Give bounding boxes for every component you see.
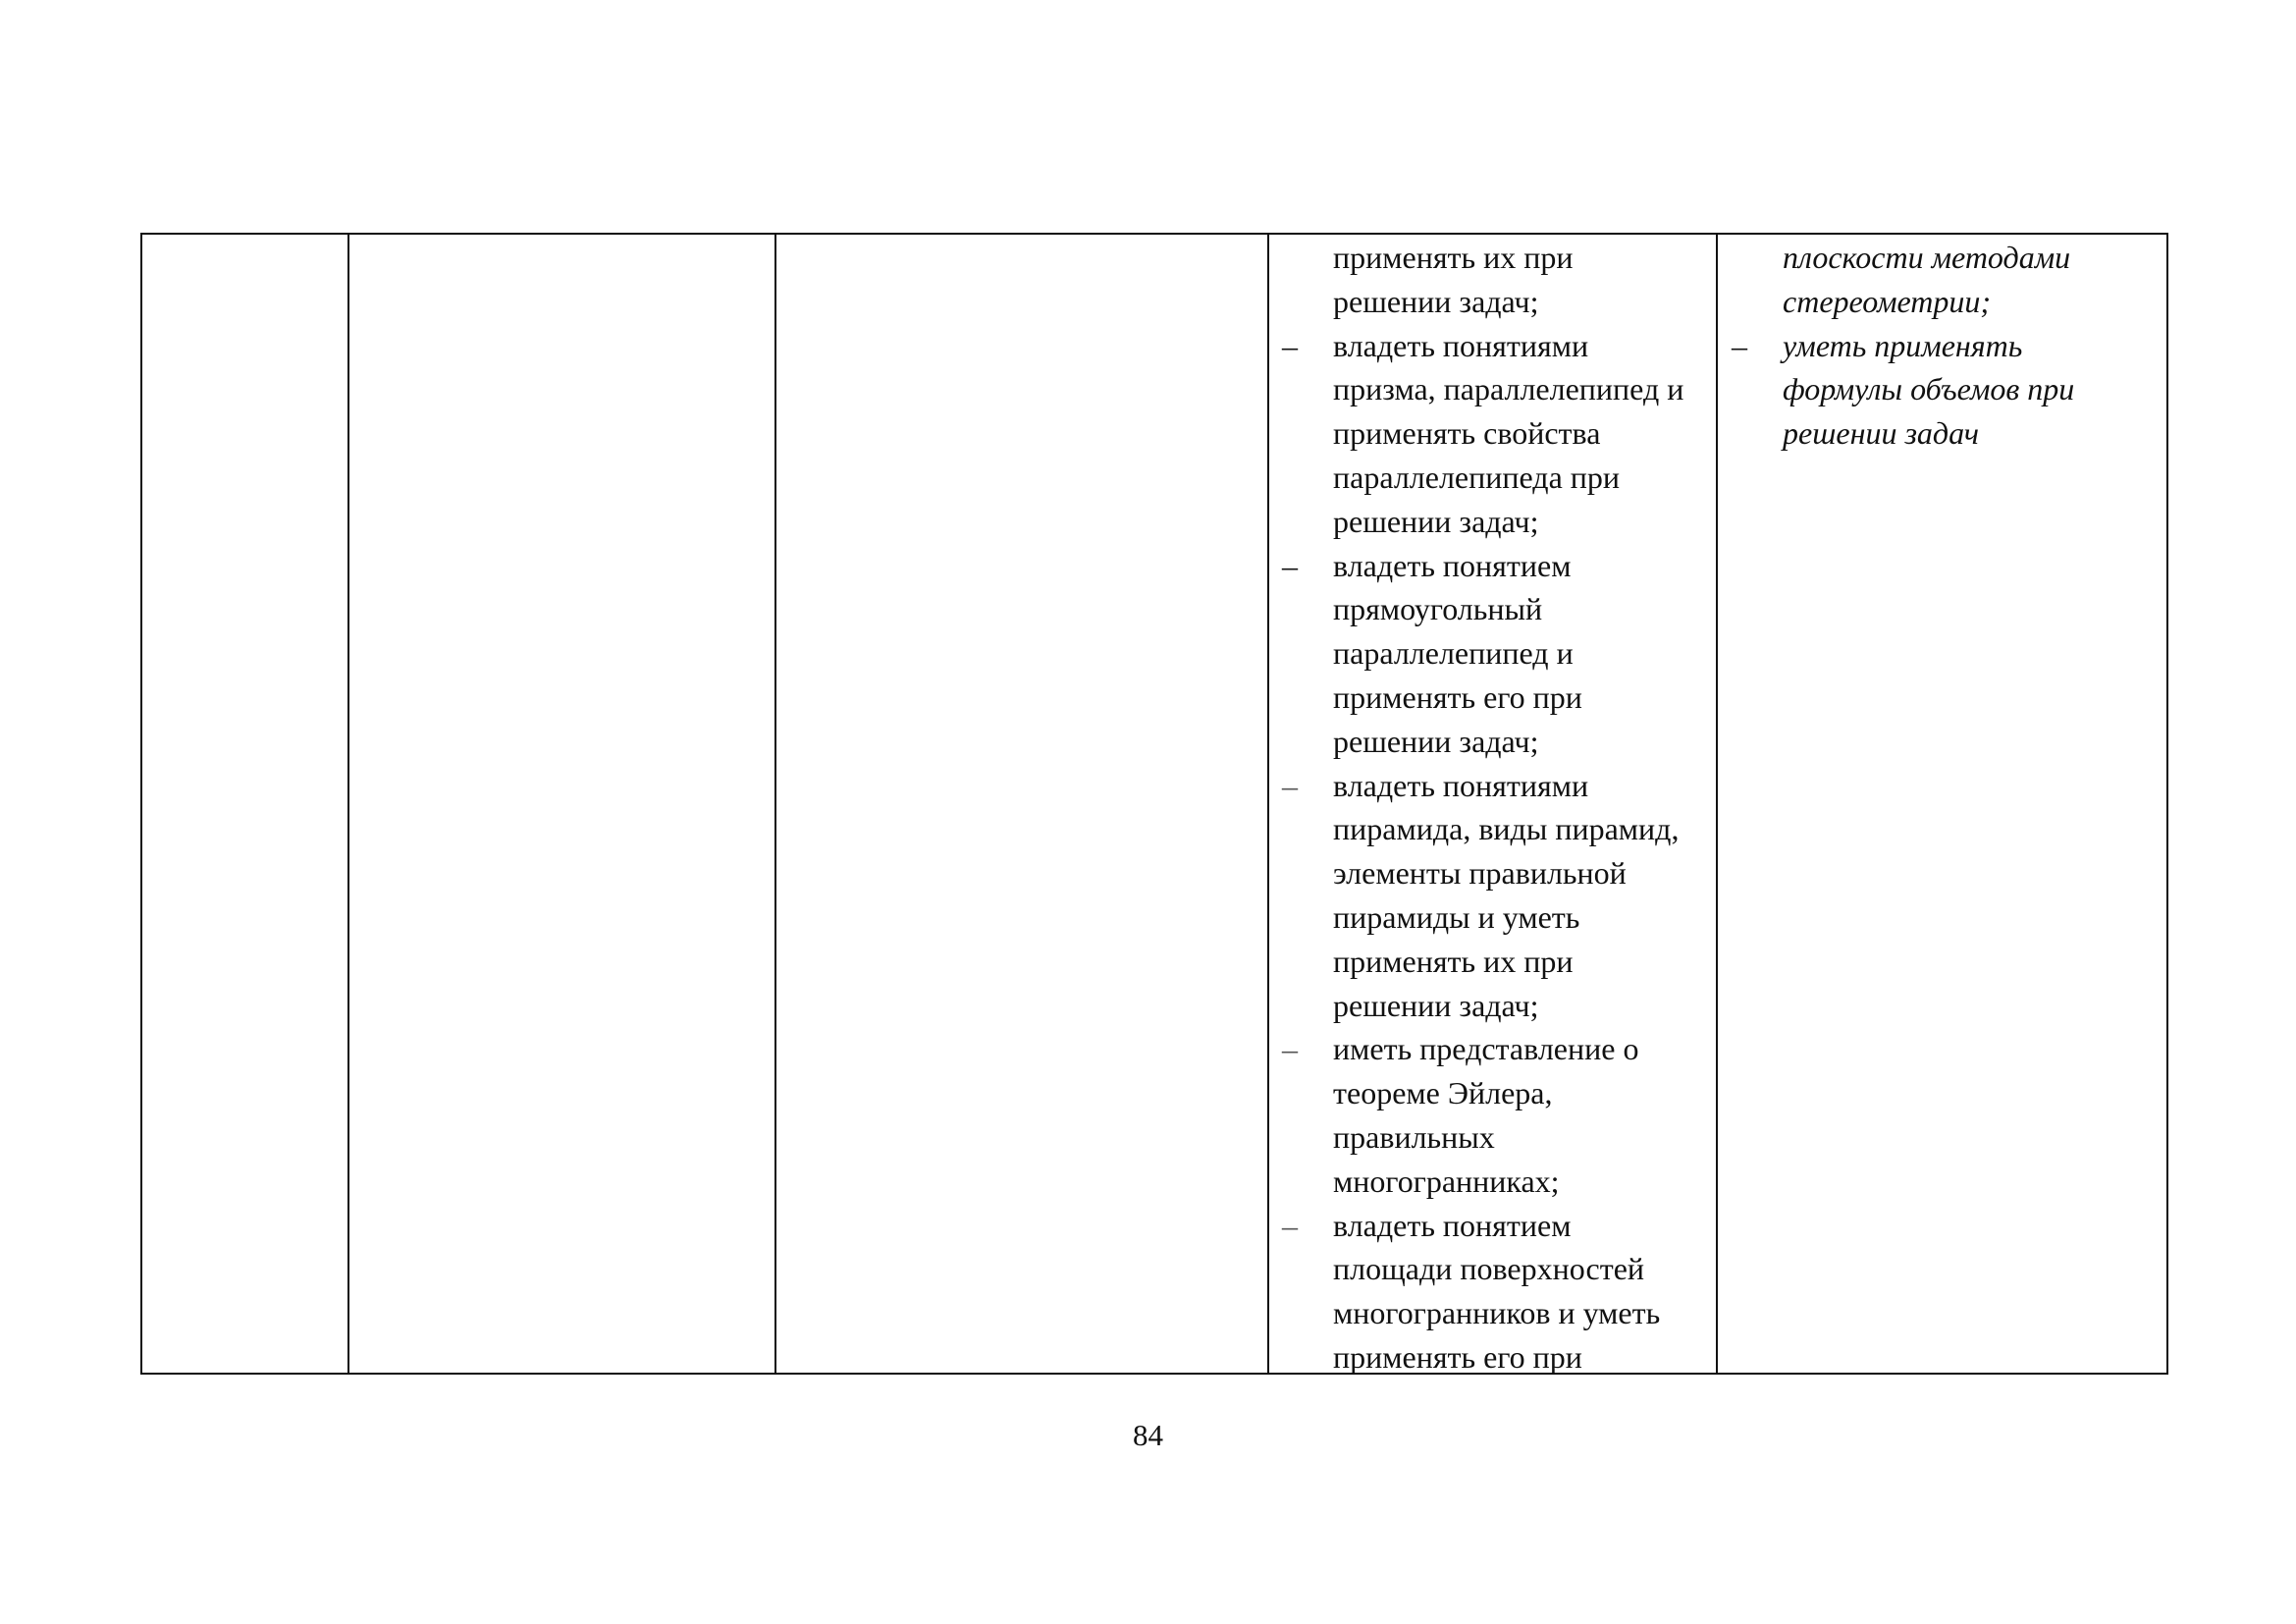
cell-line	[1276, 1071, 1713, 1115]
cell-line-text: решении задач;	[1333, 987, 1539, 1023]
cell-line-text: решении задач;	[1333, 283, 1539, 319]
cell-line	[1276, 544, 1713, 588]
bullet-dash: –	[1282, 327, 1298, 363]
cell-line	[1276, 1204, 1713, 1248]
cell-line-text: призма, параллелепипед и	[1333, 371, 1684, 407]
cell-line-text: многогранниках;	[1333, 1163, 1560, 1199]
cell-line-text: площади поверхностей	[1333, 1251, 1645, 1287]
cell-line-text: владеть понятиями	[1333, 767, 1589, 803]
page-number: 84	[1133, 1418, 1163, 1452]
cell-line-text: прямоугольный	[1333, 591, 1543, 627]
cell-line	[1726, 324, 2163, 368]
cell-line-text: теореме Эйлера,	[1333, 1075, 1553, 1111]
cell-line-text: применять его при	[1333, 678, 1582, 715]
cell-line	[1276, 807, 1713, 851]
cell-line	[1726, 367, 2163, 411]
cell-line-text: правильных	[1333, 1118, 1495, 1155]
cell-line	[1726, 411, 2163, 456]
cell-line	[1276, 280, 1713, 324]
cell-line-text: решении задач;	[1333, 723, 1539, 759]
cell-line-text: пирамиды и уметь	[1333, 898, 1580, 935]
cell-line	[1276, 940, 1713, 984]
cell-line	[1726, 236, 2163, 280]
cell-line	[1276, 236, 1713, 280]
cell-line	[1276, 456, 1713, 500]
cell-line-text: применять его при	[1333, 1338, 1582, 1375]
cell-line-text: плоскости методами	[1783, 240, 2071, 275]
cell-line-text: уметь применять	[1783, 327, 2023, 363]
cell-line-text: элементы правильной	[1333, 855, 1627, 892]
cell-line-text: владеть понятием	[1333, 1207, 1572, 1243]
cell-line	[1726, 280, 2163, 324]
cell-line	[1276, 851, 1713, 895]
cell-line-text: параллелепипеда при	[1333, 459, 1621, 495]
cell-line	[1276, 1115, 1713, 1160]
bullet-dash: –	[1732, 327, 1747, 363]
table-column-divider-1	[347, 233, 349, 1375]
cell-line-text: пирамида, виды пирамид,	[1333, 811, 1680, 847]
cell-line-text: параллелепипед и	[1333, 635, 1574, 672]
cell-line-text: решении задач;	[1333, 503, 1539, 539]
cell-line-text: применять свойства	[1333, 415, 1601, 452]
cell-line	[1276, 1247, 1713, 1291]
cell-line-text: владеть понятиями	[1333, 327, 1589, 363]
cell-line-text: иметь представление о	[1333, 1031, 1639, 1067]
cell-line	[1276, 324, 1713, 368]
cell-line-text: применять их при	[1333, 240, 1574, 275]
cell-line	[1276, 1335, 1713, 1380]
cell-line	[1276, 895, 1713, 940]
cell-line-text: решении задач	[1783, 415, 1979, 452]
cell-line	[1276, 984, 1713, 1028]
bullet-dash: –	[1282, 547, 1298, 583]
cell-line-text: многогранников и уметь	[1333, 1295, 1661, 1331]
cell-line	[1276, 587, 1713, 631]
cell-line	[1276, 676, 1713, 720]
table-cell-col5	[1726, 236, 2163, 456]
bullet-dash: –	[1282, 767, 1298, 803]
cell-line-text: владеть понятием	[1333, 547, 1572, 583]
cell-line	[1276, 1160, 1713, 1204]
cell-line	[1276, 631, 1713, 676]
cell-line	[1276, 367, 1713, 411]
cell-line	[1276, 500, 1713, 544]
table-cell-col4	[1276, 236, 1713, 1380]
cell-line	[1276, 1027, 1713, 1071]
cell-line	[1276, 411, 1713, 456]
cell-line-text: применять их при	[1333, 943, 1574, 979]
bullet-dash: –	[1282, 1207, 1298, 1243]
table-column-divider-3	[1267, 233, 1269, 1375]
table-column-divider-4	[1716, 233, 1718, 1375]
cell-line-text: стереометрии;	[1783, 283, 1992, 319]
bullet-dash: –	[1282, 1031, 1298, 1067]
table-column-divider-2	[774, 233, 776, 1375]
cell-line	[1276, 720, 1713, 764]
cell-line-text: формулы объемов при	[1783, 371, 2075, 407]
cell-line	[1276, 1291, 1713, 1335]
cell-line	[1276, 764, 1713, 808]
